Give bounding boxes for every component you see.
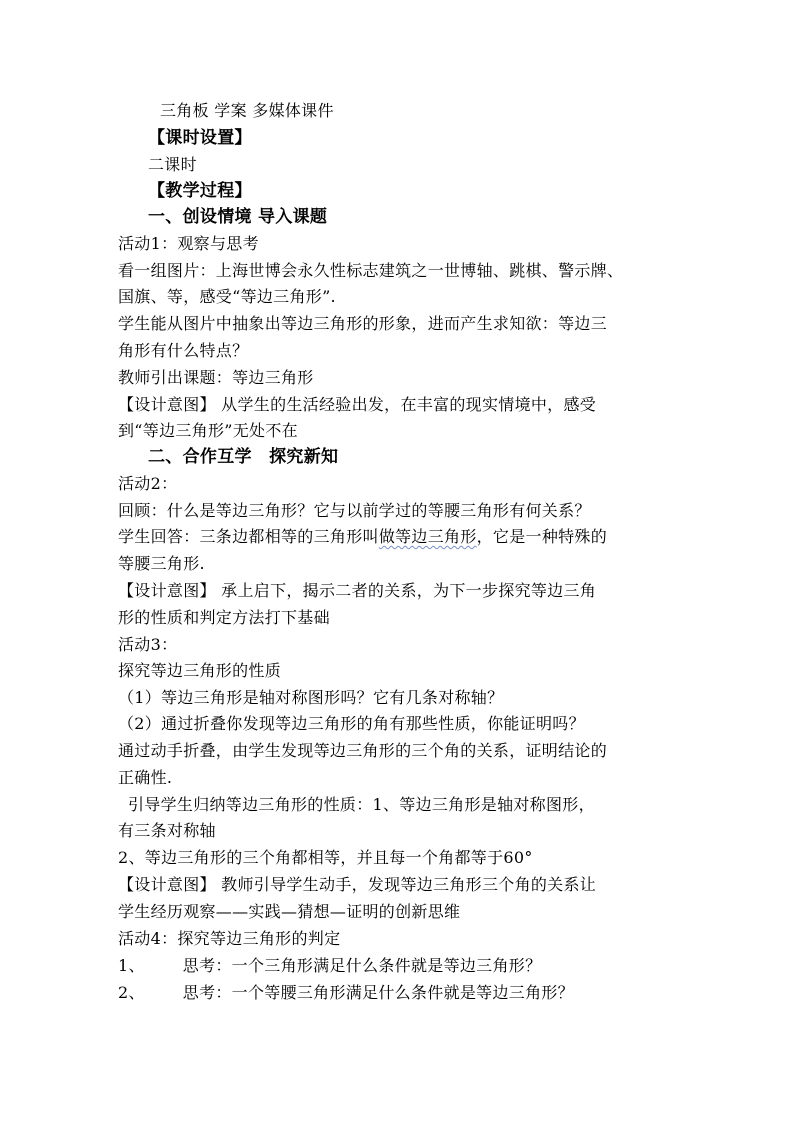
design-intent-2-line-1: 【设计意图】 承上启下，揭示二者的关系，为下一步探究等边三角	[118, 581, 597, 600]
lesson-setting-heading: 【课时设置】	[148, 128, 252, 148]
fold-line-2: 正确性.	[118, 768, 173, 787]
look-line-1: 看一组图片：上海世博会永久性标志建筑之一世博轴、跳棋、警示牌、	[118, 261, 624, 280]
materials-line: 三角板 学案 多媒体课件	[160, 101, 334, 120]
activity4-title: 活动4：探究等边三角形的判定	[118, 929, 341, 948]
section1-title: 一、创设情境 导入课题	[148, 207, 328, 227]
activity3-title: 活动3：	[118, 635, 178, 654]
lesson-setting-value: 二课时	[148, 155, 197, 174]
think-item-1-text: 思考：一个三角形满足什么条件就是等边三角形？	[182, 956, 542, 975]
fold-line-1: 通过动手折叠，由学生发现等边三角形的三个角的关系，证明结论的	[118, 741, 608, 760]
think-item-2-text: 思考：一个等腰三角形满足什么条件就是等边三角形？	[182, 983, 574, 1002]
design-intent-1-line-1: 【设计意图】 从学生的生活经验出发，在丰富的现实情境中，感受	[118, 395, 597, 414]
activity2-title: 活动2：	[118, 474, 178, 493]
think-item-2	[118, 983, 574, 1003]
question-2: （2）通过折叠你发现等边三角形的角有那些性质，你能证明吗？	[118, 714, 585, 733]
answer-line-1-part-c: ，它是一种特殊的	[476, 527, 608, 546]
guide-line-1: 引导学生归纳等边三角形的性质：1、等边三角形是轴对称图形，	[128, 795, 595, 814]
question-1: （1）等边三角形是轴对称图形吗？它有几条对称轴？	[118, 688, 504, 707]
activity1-title: 活动1：观察与思考	[118, 234, 259, 253]
design-intent-2-line-2: 形的性质和判定方法打下基础	[118, 608, 330, 627]
teacher-line: 教师引出课题：等边三角形	[118, 368, 314, 387]
answer-line-1-part-a: 学生回答：三条边都相等的三角形叫	[118, 527, 379, 546]
property-2: 2、等边三角形的三个角都相等，并且每一个角都等于60°	[118, 848, 533, 867]
explore-properties-title: 探究等边三角形的性质	[118, 661, 282, 680]
think-item-2-number: 2、	[118, 983, 145, 1002]
answer-line-1	[118, 527, 607, 547]
guide-line-2: 有三条对称轴	[118, 821, 216, 840]
answer-line-2: 等腰三角形.	[118, 554, 205, 573]
student-line-1: 学生能从图片中抽象出等边三角形的形象，进而产生求知欲：等边三	[118, 314, 608, 333]
think-item-1	[118, 956, 541, 976]
section2-title: 二、合作互学 探究新知	[148, 447, 339, 467]
student-line-2: 角形有什么特点？	[118, 341, 249, 360]
look-line-2: 国旗、等，感受“等边三角形”.	[118, 287, 336, 306]
design-intent-3-line-2: 学生经历观察——实践—猜想—证明的创新思维	[118, 902, 461, 921]
answer-line-1-underlined: 做等边三角形	[378, 527, 477, 546]
design-intent-3-line-1: 【设计意图】 教师引导学生动手，发现等边三角形三个角的关系让	[118, 875, 597, 894]
design-intent-1-line-2: 到“等边三角形”无处不在	[118, 421, 298, 440]
teaching-process-heading: 【教学过程】	[148, 181, 252, 201]
think-item-1-number: 1、	[118, 956, 145, 975]
review-line: 回顾：什么是等边三角形？它与以前学过的等腰三角形有何关系？	[118, 501, 591, 520]
